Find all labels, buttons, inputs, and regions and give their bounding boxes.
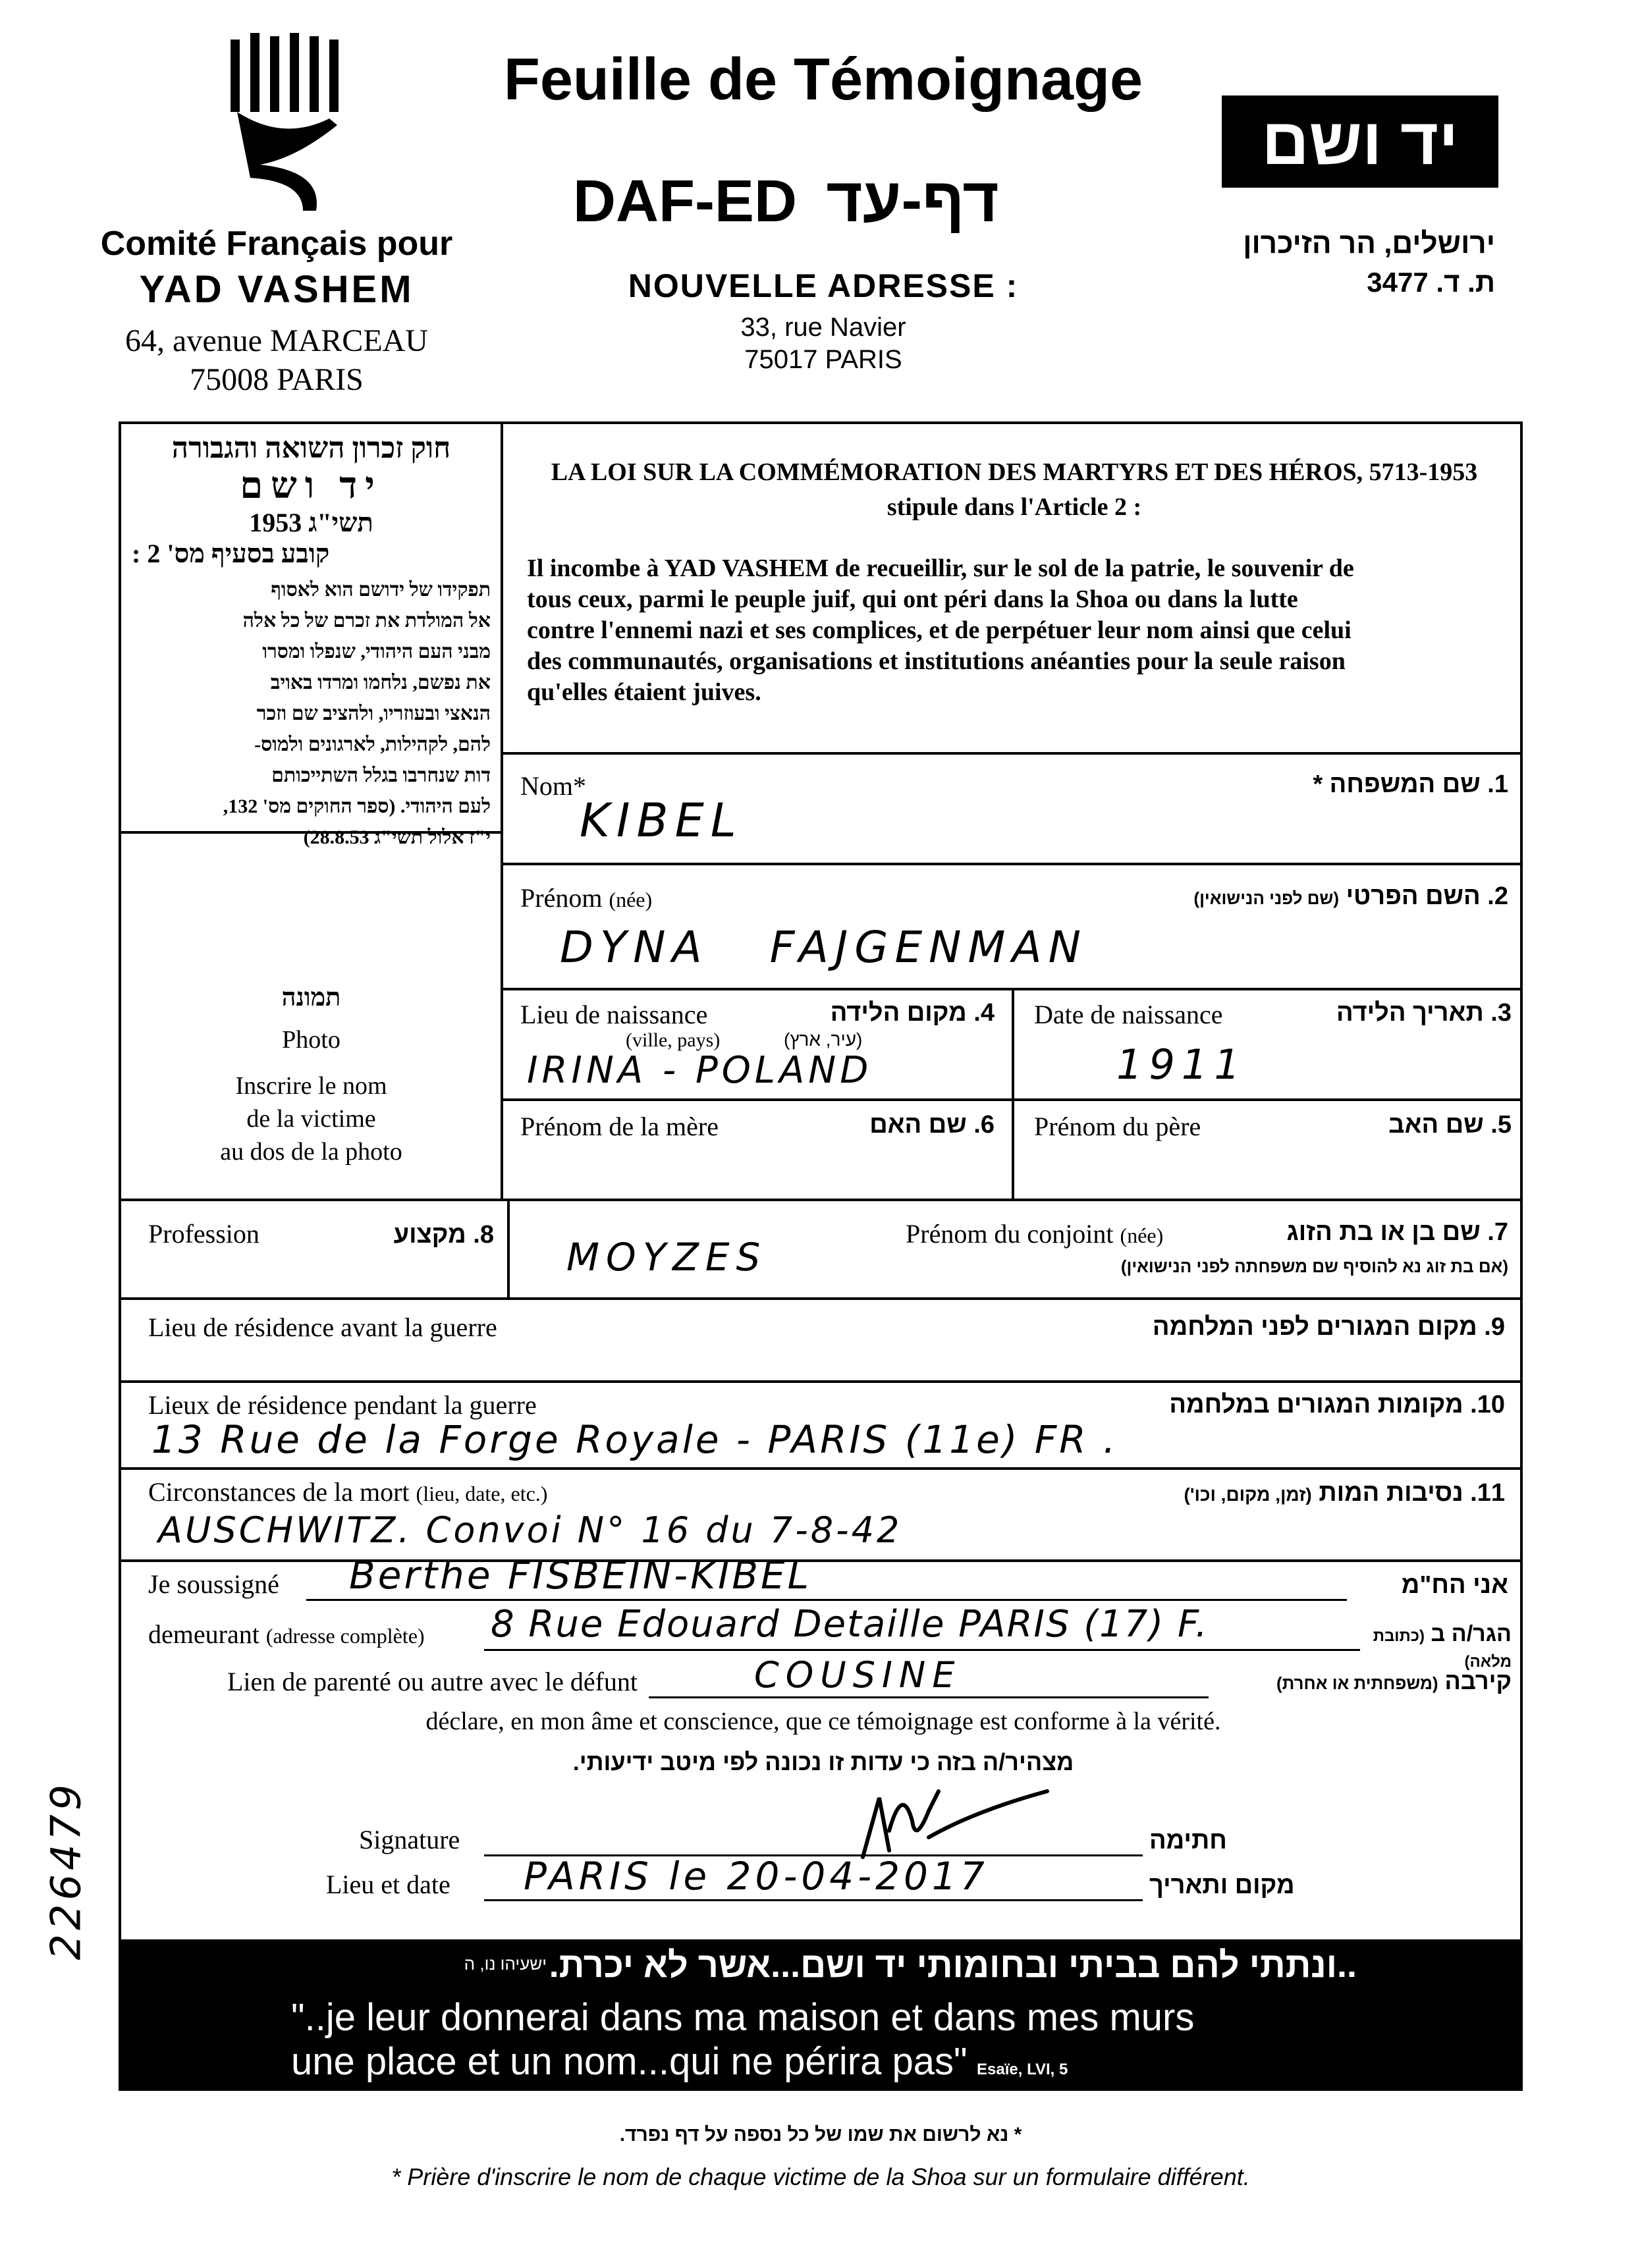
prenom-pere-label: Prénom du père [1034, 1112, 1201, 1141]
margin-archive-number: 226479 [41, 1780, 90, 1960]
conjoint-hebrew-small: (אם בת זוג נא להוסיף שם משפחתה לפני הנישואין) [1120, 1256, 1508, 1276]
circonstances-value: AUSCHWITZ. Convoi N° 16 du 7-8-42 [158, 1509, 902, 1551]
quote-banner [119, 1939, 1523, 2091]
date-naissance-hebrew: 3. תאריך הלידה [1336, 999, 1512, 1027]
nom-value: KIBEL [580, 794, 743, 848]
conjoint-label: Prénom du conjoint (née) [906, 1219, 1164, 1249]
lien-hebrew: קירבה (משפחתית או אחרת) [1276, 1667, 1512, 1694]
law-french-title: LA LOI SUR LA COMMÉMORATION DES MARTYRS ET DES HÉROS, 5713-1953 [551, 458, 1478, 486]
field-prenom-mere [507, 1103, 1008, 1195]
lieu-naissance-hebrew: 4. מקום הלידה [830, 999, 995, 1027]
lieu-date-hebrew: מקום ותאריך [1149, 1872, 1295, 1899]
declaration-hebrew: מצהיר/ה בזה כי עדות זו נכונה לפי מיטב ידיעותי. [572, 1748, 1074, 1775]
law-french-body: Il incombe à YAD VASHEM de recueillir, sur le sol de la patrie, le souvenir de tous ceux, parmi le peuple juif, qui ont péri dans la Shoa ou dans la lutte contre l'ennemi nazi et ses complices, et de perpétuer leur nom ainsi que celui des communautés, organisations et institutions anéanties pour la seule raison qu'elles étaient juives. [527, 554, 1354, 706]
profession-label: Profession [148, 1219, 259, 1249]
menorah-logo-icon [224, 26, 356, 217]
law-column-divider [501, 421, 503, 1199]
date-naissance-value: 1911 [1116, 1040, 1247, 1089]
circonstances-label: Circonstances de la mort (lieu, date, etc.) [148, 1477, 548, 1507]
signature-label: Signature [359, 1825, 460, 1854]
new-address-label: NOUVELLE ADRESSE : [628, 267, 1019, 304]
profession-hebrew: 8. מקצוע [393, 1221, 494, 1249]
declaration-french: déclare, en mon âme et conscience, que ce témoignage est conforme à la vérité. [425, 1708, 1221, 1735]
photo-label: Photo [282, 1026, 341, 1054]
banner-french-line1: "..je leur donnerai dans ma maison et dans mes murs [291, 1996, 1195, 2039]
field-residence-pendant [125, 1383, 1518, 1469]
residence-avant-label: Lieu de résidence avant la guerre [148, 1312, 497, 1342]
field-date-naissance [1018, 991, 1521, 1096]
banner-french-line2: une place et un nom...qui ne périra pas" Esaïe, LVI, 5 [291, 2040, 1068, 2083]
signature-mark [850, 1771, 1060, 1864]
yad-vashem-box [1222, 95, 1498, 188]
field-conjoint [514, 1205, 1521, 1294]
field-circonstances [125, 1470, 1518, 1559]
nom-label: Nom* [520, 771, 586, 801]
date-naissance-label: Date de naissance [1034, 1000, 1223, 1029]
committee-line2: YAD VASHEM [139, 268, 414, 311]
form-subtitle-hebrew: דף-עד [826, 165, 999, 235]
po-box: ת. ד. 3477 [1367, 267, 1495, 298]
lien-value: COUSINE [754, 1654, 962, 1696]
lien-label: Lien de parenté ou autre avec le défunt [227, 1667, 638, 1696]
soussigne-value: Berthe FISBEIN-KIBEL [349, 1553, 811, 1598]
committee-address-line1: 64, avenue MARCEAU [125, 323, 428, 358]
soussigne-hebrew: אני הח"מ [1401, 1571, 1508, 1599]
new-address-line2: 75017 PARIS [744, 345, 902, 374]
photo-area: תמונה Photo Inscrire le nom de la victime au dos de la photo [122, 981, 501, 1168]
lieu-naissance-hebrew-sub: (עיר, ארץ) [784, 1029, 863, 1050]
field-nom [507, 757, 1521, 863]
soussigne-label: Je soussigné [148, 1569, 279, 1599]
nom-hebrew: 1. שם המשפחה * [1313, 770, 1508, 798]
committee-line1: Comité Français pour [100, 225, 453, 263]
footer-french-note: * Prière d'inscrire le nom de chaque victime de la Shoa sur un formulaire différent. [391, 2163, 1250, 2190]
committee-address-line2: 75008 PARIS [190, 362, 364, 397]
lieu-naissance-label: Lieu de naissance [520, 1000, 708, 1029]
prenom-mere-label: Prénom de la mère [520, 1112, 719, 1141]
residence-avant-hebrew: 9. מקום המגורים לפני המלחמה [1152, 1313, 1505, 1341]
yad-vashem-box-text: יד ושם [1261, 104, 1459, 178]
jerusalem-line: ירושלים, הר הזיכרון [1243, 227, 1495, 259]
residence-pendant-label: Lieux de résidence pendant la guerre [148, 1390, 537, 1420]
photo-hebrew: תמונה [281, 984, 341, 1012]
prenom-mere-hebrew: 6. שם האם [869, 1111, 995, 1139]
conjoint-value: MOYZES [566, 1235, 767, 1280]
demeurant-label: demeurant (adresse complète) [148, 1619, 425, 1649]
lieu-naissance-value: IRINA - POLAND [527, 1049, 873, 1092]
residence-pendant-hebrew: 10. מקומות המגורים במלחמה [1169, 1391, 1505, 1418]
form-subtitle-latin: DAF-ED [573, 169, 797, 234]
banner-hebrew-quote: ..ונתתי להם בביתי ובחומותי יד ושם...אשר לא יכרת. [549, 1945, 1357, 1985]
lieu-naissance-sub: (ville, pays) [626, 1029, 721, 1051]
field-prenom-pere [1018, 1103, 1521, 1195]
signature-hebrew: חתימה [1149, 1827, 1227, 1854]
law-french-subtitle: stipule dans l'Article 2 : [887, 493, 1142, 521]
prenom-hebrew: 2. השם הפרטי (שם לפני הנישואין) [1193, 882, 1508, 910]
prenom-value: DYNA FAJGENMAN [560, 922, 1087, 973]
field-profession [125, 1205, 504, 1291]
lieu-date-value: PARIS le 20-04-2017 [524, 1854, 989, 1899]
demeurant-value: 8 Rue Edouard Detaille PARIS (17) F. [491, 1603, 1209, 1646]
prenom-pere-hebrew: 5. שם האב [1388, 1111, 1512, 1139]
law-hebrew-text: חוק זכרון השואה והגבורה יד ושם תשי"ג 1953 קובע בסעיף מס' 2 : תפקידו של ידושם הוא לאסוף אל המולדת את זכרם של כל אלה מבני העם היהודי, שנפלו ומסרו את נפשם, נלחמו ומרדו באויב הנאצי ובעוזריו, ולהציב שם וזכר להם, לקהילות, לארגונים ולמוס- דות שנחרבו בגלל השתייכותם לעם היהודי. (ספר החוקים מס' 132, י"ז אלול תשי"ג 28.8.53) [132, 432, 491, 848]
field-prenom [507, 869, 1521, 988]
new-address-line1: 33, rue Navier [740, 313, 906, 342]
handwritten-signature-icon [850, 1771, 1060, 1864]
banner-hebrew-ref: ישעיהו נו, ה [464, 1954, 547, 1974]
field-lieu-naissance [507, 991, 1008, 1096]
circonstances-hebrew: 11. נסיבות המות (זמן, מקום, וכו') [1184, 1479, 1505, 1507]
prenom-label: Prénom (née) [520, 883, 653, 913]
yad-vashem-logo [224, 26, 356, 217]
form-title: Feuille de Témoignage [503, 47, 1143, 113]
field-residence-avant [125, 1304, 1518, 1376]
residence-pendant-value: 13 Rue de la Forge Royale - PARIS (11e) FR . [151, 1417, 1118, 1462]
conjoint-hebrew: 7. שם בן או בת הזוג [1286, 1218, 1508, 1246]
demeurant-hebrew: הגר/ה ב (כתובת מלאה) [1373, 1621, 1512, 1671]
footer-hebrew-note: * נא לרשום את שמו של כל נספה על דף נפרד. [619, 2124, 1022, 2146]
lieu-date-label: Lieu et date [326, 1870, 450, 1899]
